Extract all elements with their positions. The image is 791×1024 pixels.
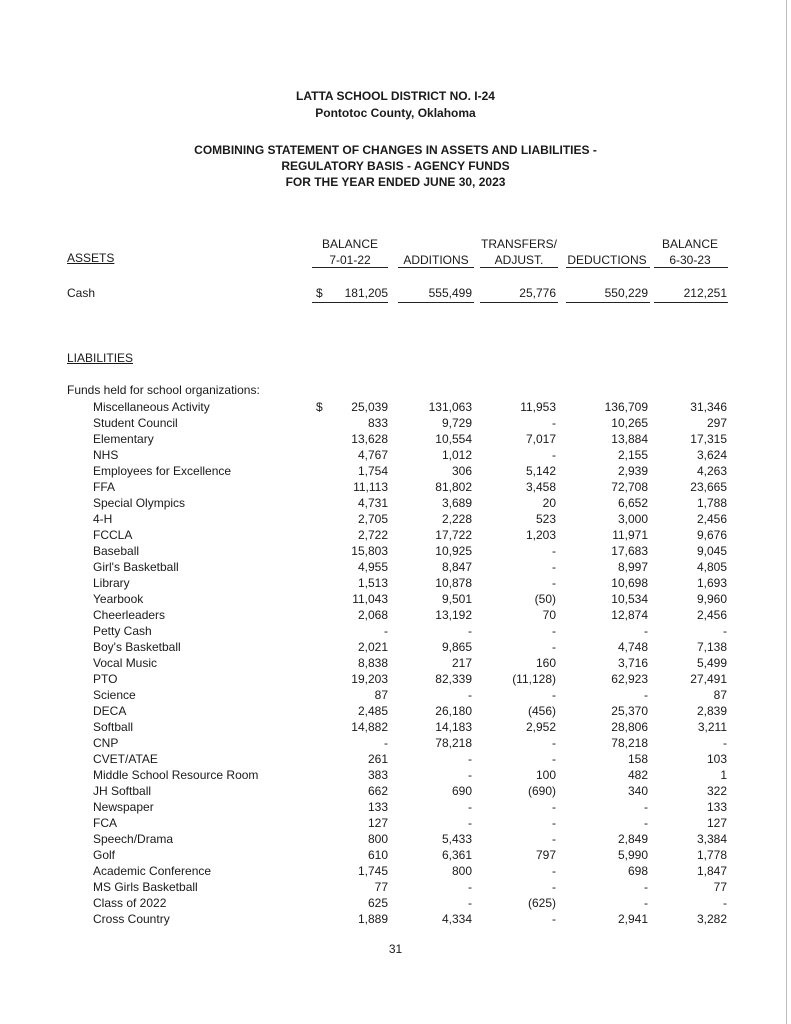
row-transfers: 11,953 bbox=[520, 400, 556, 414]
row-deductions: 10,534 bbox=[611, 592, 648, 606]
district-name: LATTA SCHOOL DISTRICT NO. I-24 bbox=[296, 89, 495, 103]
row-begin: 625 bbox=[367, 896, 388, 910]
row-transfers: 797 bbox=[535, 848, 556, 862]
cash-additions: 555,499 bbox=[428, 286, 472, 300]
row-begin: 4,767 bbox=[357, 448, 388, 462]
row-additions: 131,063 bbox=[428, 400, 472, 414]
row-transfers: - bbox=[552, 864, 556, 878]
row-label: Library bbox=[93, 576, 130, 590]
cash-balance-begin: 181,205 bbox=[344, 286, 388, 300]
row-deductions: 2,849 bbox=[617, 832, 648, 846]
row-deductions: 2,155 bbox=[617, 448, 648, 462]
row-end: 3,384 bbox=[696, 832, 727, 846]
row-deductions: 136,709 bbox=[604, 400, 648, 414]
row-label: Boy's Basketball bbox=[93, 640, 181, 654]
row-label: Petty Cash bbox=[93, 624, 152, 638]
row-end: 322 bbox=[706, 784, 727, 798]
row-label: PTO bbox=[93, 672, 118, 686]
row-begin: 25,039 bbox=[351, 400, 388, 414]
row-begin: 11,113 bbox=[353, 480, 388, 494]
cash-rule-5 bbox=[654, 302, 728, 303]
row-transfers: - bbox=[552, 816, 556, 830]
liabilities-subheading: Funds held for school organizations: bbox=[67, 383, 260, 397]
cash-dollar-sign: $ bbox=[316, 286, 323, 300]
row-transfers: (11,128) bbox=[512, 672, 556, 686]
col-deductions: DEDUCTIONS bbox=[567, 253, 647, 267]
row-end: 3,282 bbox=[696, 912, 727, 926]
row-deductions: - bbox=[644, 816, 648, 830]
row-transfers: 1,203 bbox=[525, 528, 556, 542]
row-label: Science bbox=[93, 688, 136, 702]
col-balance-begin-line1: BALANCE bbox=[321, 237, 379, 251]
county-name: Pontotoc County, Oklahoma bbox=[315, 106, 476, 120]
row-additions: 800 bbox=[451, 864, 472, 878]
row-end: 87 bbox=[713, 688, 727, 702]
row-additions: 13,192 bbox=[435, 608, 472, 622]
row-transfers: - bbox=[552, 752, 556, 766]
row-label: Yearbook bbox=[93, 592, 144, 606]
row-label: Speech/Drama bbox=[93, 832, 174, 846]
cash-rule-3 bbox=[480, 302, 558, 303]
row-additions: 2,228 bbox=[441, 512, 472, 526]
row-additions: 8,847 bbox=[441, 560, 472, 574]
row-deductions: 698 bbox=[627, 864, 648, 878]
row-label: Middle School Resource Room bbox=[93, 768, 259, 782]
row-end: 23,665 bbox=[690, 480, 727, 494]
cash-rule-2 bbox=[398, 302, 474, 303]
row-label: Employees for Excellence bbox=[93, 464, 232, 478]
row-begin: 261 bbox=[367, 752, 388, 766]
row-additions: - bbox=[468, 768, 472, 782]
row-deductions: - bbox=[644, 896, 648, 910]
row-begin: 1,754 bbox=[357, 464, 388, 478]
row-transfers: - bbox=[552, 624, 556, 638]
row-end: 3,211 bbox=[697, 720, 727, 734]
row-begin: 662 bbox=[367, 784, 388, 798]
row-transfers: - bbox=[552, 688, 556, 702]
row-end: 31,346 bbox=[690, 400, 727, 414]
row-additions: 10,925 bbox=[435, 544, 472, 558]
row-additions: 217 bbox=[451, 656, 472, 670]
row-deductions: 8,997 bbox=[617, 560, 648, 574]
row-begin: 2,705 bbox=[357, 512, 388, 526]
row-deductions: 62,923 bbox=[611, 672, 648, 686]
row-label: Cross Country bbox=[93, 912, 170, 926]
col-balance-end-line2: 6-30-23 bbox=[669, 253, 711, 267]
row-deductions: 2,941 bbox=[617, 912, 648, 926]
col-additions: ADDITIONS bbox=[403, 253, 469, 267]
row-transfers: - bbox=[552, 576, 556, 590]
row-additions: - bbox=[468, 880, 472, 894]
row-end: 17,315 bbox=[690, 432, 727, 446]
cash-transfers: 25,776 bbox=[519, 286, 556, 300]
row-begin: 2,021 bbox=[357, 640, 388, 654]
row-label: Girl's Basketball bbox=[93, 560, 179, 574]
row-deductions: 11,971 bbox=[612, 528, 648, 542]
row-deductions: 6,652 bbox=[617, 496, 648, 510]
row-begin: 11,043 bbox=[352, 592, 388, 606]
row-label: JH Softball bbox=[93, 784, 152, 798]
row-begin: 610 bbox=[367, 848, 388, 862]
row-end: 1 bbox=[720, 768, 727, 782]
row-additions: 81,802 bbox=[435, 480, 472, 494]
col-balance-end-line1: BALANCE bbox=[661, 237, 719, 251]
row-deductions: 12,874 bbox=[611, 608, 648, 622]
row-transfers: (50) bbox=[534, 592, 556, 606]
row-label: NHS bbox=[93, 448, 119, 462]
row-label: MS Girls Basketball bbox=[93, 880, 198, 894]
row-label: Newspaper bbox=[93, 800, 154, 814]
row-deductions: 10,265 bbox=[611, 416, 648, 430]
row-begin: - bbox=[384, 736, 388, 750]
row-end: 2,456 bbox=[696, 608, 727, 622]
row-deductions: 4,748 bbox=[617, 640, 648, 654]
col-additions-rule bbox=[398, 267, 474, 268]
row-transfers: - bbox=[552, 800, 556, 814]
row-begin: 4,955 bbox=[357, 560, 388, 574]
row-additions: - bbox=[468, 752, 472, 766]
row-additions: 9,501 bbox=[441, 592, 472, 606]
row-label: Baseball bbox=[93, 544, 140, 558]
col-balance-begin-rule bbox=[312, 267, 388, 268]
col-balance-end-rule bbox=[654, 267, 728, 268]
row-begin: 800 bbox=[367, 832, 388, 846]
row-end: 7,138 bbox=[696, 640, 727, 654]
row-deductions: 13,884 bbox=[611, 432, 648, 446]
row-additions: 10,878 bbox=[435, 576, 472, 590]
row-end: 1,847 bbox=[696, 864, 727, 878]
row-begin: 1,513 bbox=[357, 576, 388, 590]
assets-heading: ASSETS bbox=[67, 251, 115, 265]
liabilities-heading: LIABILITIES bbox=[67, 351, 134, 365]
row-label: FFA bbox=[93, 480, 116, 494]
row-end: 27,491 bbox=[690, 672, 727, 686]
row-end: 3,624 bbox=[696, 448, 727, 462]
row-end: - bbox=[723, 896, 727, 910]
row-begin: 87 bbox=[374, 688, 388, 702]
row-label: Softball bbox=[93, 720, 134, 734]
row-end: 1,778 bbox=[696, 848, 727, 862]
page-number: 31 bbox=[388, 942, 403, 956]
row-begin: 77 bbox=[374, 880, 388, 894]
cash-rule-4 bbox=[566, 302, 650, 303]
row-deductions: 72,708 bbox=[611, 480, 648, 494]
row-label: FCCLA bbox=[93, 528, 133, 542]
row-label: Golf bbox=[93, 848, 116, 862]
row-transfers: 2,952 bbox=[525, 720, 556, 734]
row-deductions: 482 bbox=[627, 768, 648, 782]
row-additions: - bbox=[468, 800, 472, 814]
row-additions: 4,334 bbox=[441, 912, 472, 926]
row-end: 4,263 bbox=[696, 464, 727, 478]
row-label: Special Olympics bbox=[93, 496, 186, 510]
col-transfers-line1: TRANSFERS/ bbox=[480, 237, 557, 251]
row-transfers: 70 bbox=[542, 608, 556, 622]
row-label: DECA bbox=[93, 704, 127, 718]
row-additions: 78,218 bbox=[435, 736, 472, 750]
row-deductions: 17,683 bbox=[611, 544, 648, 558]
row-label: CNP bbox=[93, 736, 119, 750]
row-additions: - bbox=[468, 816, 472, 830]
row-end: 1,693 bbox=[696, 576, 727, 590]
row-begin: 127 bbox=[367, 816, 388, 830]
col-transfers-rule bbox=[480, 267, 558, 268]
row-begin: 383 bbox=[367, 768, 388, 782]
row-deductions: 2,939 bbox=[617, 464, 648, 478]
row-begin: 8,838 bbox=[357, 656, 388, 670]
row-additions: 6,361 bbox=[441, 848, 472, 862]
row-transfers: 7,017 bbox=[525, 432, 556, 446]
row-transfers: - bbox=[552, 832, 556, 846]
row-deductions: 340 bbox=[627, 784, 648, 798]
row-additions: 82,339 bbox=[435, 672, 472, 686]
row-deductions: - bbox=[644, 880, 648, 894]
row-deductions: 78,218 bbox=[611, 736, 648, 750]
row-additions: 26,180 bbox=[435, 704, 472, 718]
row-begin: 4,731 bbox=[357, 496, 388, 510]
row-deductions: 158 bbox=[627, 752, 648, 766]
row-additions: 5,433 bbox=[441, 832, 472, 846]
row-transfers: - bbox=[552, 416, 556, 430]
row-end: 9,676 bbox=[696, 528, 727, 542]
row-begin: 833 bbox=[367, 416, 388, 430]
row-end: 77 bbox=[713, 880, 727, 894]
statement-title-line-1: COMBINING STATEMENT OF CHANGES IN ASSETS AND LIABILITIES - bbox=[194, 143, 597, 157]
row-transfers: 100 bbox=[535, 768, 556, 782]
row-end: 2,456 bbox=[696, 512, 727, 526]
row-transfers: 3,458 bbox=[525, 480, 556, 494]
row-end: - bbox=[723, 736, 727, 750]
row-end: 4,805 bbox=[696, 560, 727, 574]
row-transfers: - bbox=[552, 880, 556, 894]
row-transfers: (625) bbox=[527, 896, 556, 910]
row-begin: 2,485 bbox=[357, 704, 388, 718]
row-end: 127 bbox=[706, 816, 727, 830]
row-additions: - bbox=[468, 624, 472, 638]
row-end: 1,788 bbox=[696, 496, 727, 510]
row-begin: 2,068 bbox=[357, 608, 388, 622]
row-label: Elementary bbox=[93, 432, 154, 446]
row-label: Class of 2022 bbox=[93, 896, 167, 910]
cash-deductions: 550,229 bbox=[604, 286, 648, 300]
cash-rule-1 bbox=[312, 302, 388, 303]
row-additions: - bbox=[468, 896, 472, 910]
row-end: 9,960 bbox=[696, 592, 727, 606]
row-additions: 9,865 bbox=[441, 640, 472, 654]
row-deductions: 28,806 bbox=[611, 720, 648, 734]
row-label: Miscellaneous Activity bbox=[93, 400, 210, 414]
cash-balance-end: 212,251 bbox=[683, 286, 727, 300]
row-additions: 9,729 bbox=[441, 416, 472, 430]
row-deductions: - bbox=[644, 800, 648, 814]
col-deductions-rule bbox=[566, 267, 650, 268]
row-additions: 306 bbox=[451, 464, 472, 478]
row-begin: 13,628 bbox=[351, 432, 388, 446]
row-end: - bbox=[723, 624, 727, 638]
statement-title-line-3: FOR THE YEAR ENDED JUNE 30, 2023 bbox=[285, 175, 506, 189]
row-transfers: - bbox=[552, 736, 556, 750]
row-transfers: - bbox=[552, 640, 556, 654]
row-additions: 3,689 bbox=[441, 496, 472, 510]
row-label: Cheerleaders bbox=[93, 608, 166, 622]
row-end: 297 bbox=[706, 416, 727, 430]
row-begin: - bbox=[384, 624, 388, 638]
row-end: 9,045 bbox=[696, 544, 727, 558]
row-additions: 17,722 bbox=[435, 528, 472, 542]
row-transfers: - bbox=[552, 448, 556, 462]
row-deductions: - bbox=[644, 624, 648, 638]
row-transfers: 20 bbox=[542, 496, 556, 510]
row-additions: 10,554 bbox=[435, 432, 472, 446]
cash-label: Cash bbox=[67, 286, 96, 300]
row-label: Student Council bbox=[93, 416, 178, 430]
row-end: 2,839 bbox=[696, 704, 727, 718]
row-transfers: (456) bbox=[527, 704, 556, 718]
row-transfers: - bbox=[552, 544, 556, 558]
row-transfers: 160 bbox=[535, 656, 556, 670]
row-begin: 15,803 bbox=[351, 544, 388, 558]
col-transfers-line2: ADJUST. bbox=[494, 253, 544, 267]
row-label: CVET/ATAE bbox=[93, 752, 158, 766]
row-deductions: - bbox=[644, 688, 648, 702]
row-transfers: - bbox=[552, 912, 556, 926]
row-transfers: - bbox=[552, 560, 556, 574]
row-deductions: 3,716 bbox=[617, 656, 648, 670]
row-additions: 690 bbox=[451, 784, 472, 798]
row-additions: 1,012 bbox=[441, 448, 472, 462]
row-begin: 19,203 bbox=[351, 672, 388, 686]
row-additions: 14,183 bbox=[435, 720, 472, 734]
row-deductions: 10,698 bbox=[611, 576, 648, 590]
row-end: 5,499 bbox=[696, 656, 727, 670]
row-end: 103 bbox=[706, 752, 727, 766]
row-begin: 2,722 bbox=[357, 528, 388, 542]
row-begin: 133 bbox=[367, 800, 388, 814]
row-deductions: 25,370 bbox=[611, 704, 648, 718]
liabilities-dollar-sign: $ bbox=[316, 400, 323, 414]
row-transfers: 5,142 bbox=[525, 464, 556, 478]
row-transfers: (690) bbox=[527, 784, 556, 798]
statement-title-line-2: REGULATORY BASIS - AGENCY FUNDS bbox=[281, 159, 510, 173]
row-transfers: 523 bbox=[535, 512, 556, 526]
row-label: 4-H bbox=[93, 512, 113, 526]
row-end: 133 bbox=[706, 800, 727, 814]
row-additions: - bbox=[468, 688, 472, 702]
row-label: FCA bbox=[93, 816, 117, 830]
row-begin: 1,745 bbox=[357, 864, 388, 878]
row-label: Vocal Music bbox=[93, 656, 158, 670]
row-begin: 14,882 bbox=[351, 720, 388, 734]
col-balance-begin-line2: 7-01-22 bbox=[329, 253, 371, 267]
row-begin: 1,889 bbox=[357, 912, 388, 926]
row-label: Academic Conference bbox=[93, 864, 212, 878]
row-deductions: 5,990 bbox=[617, 848, 648, 862]
row-deductions: 3,000 bbox=[617, 512, 648, 526]
